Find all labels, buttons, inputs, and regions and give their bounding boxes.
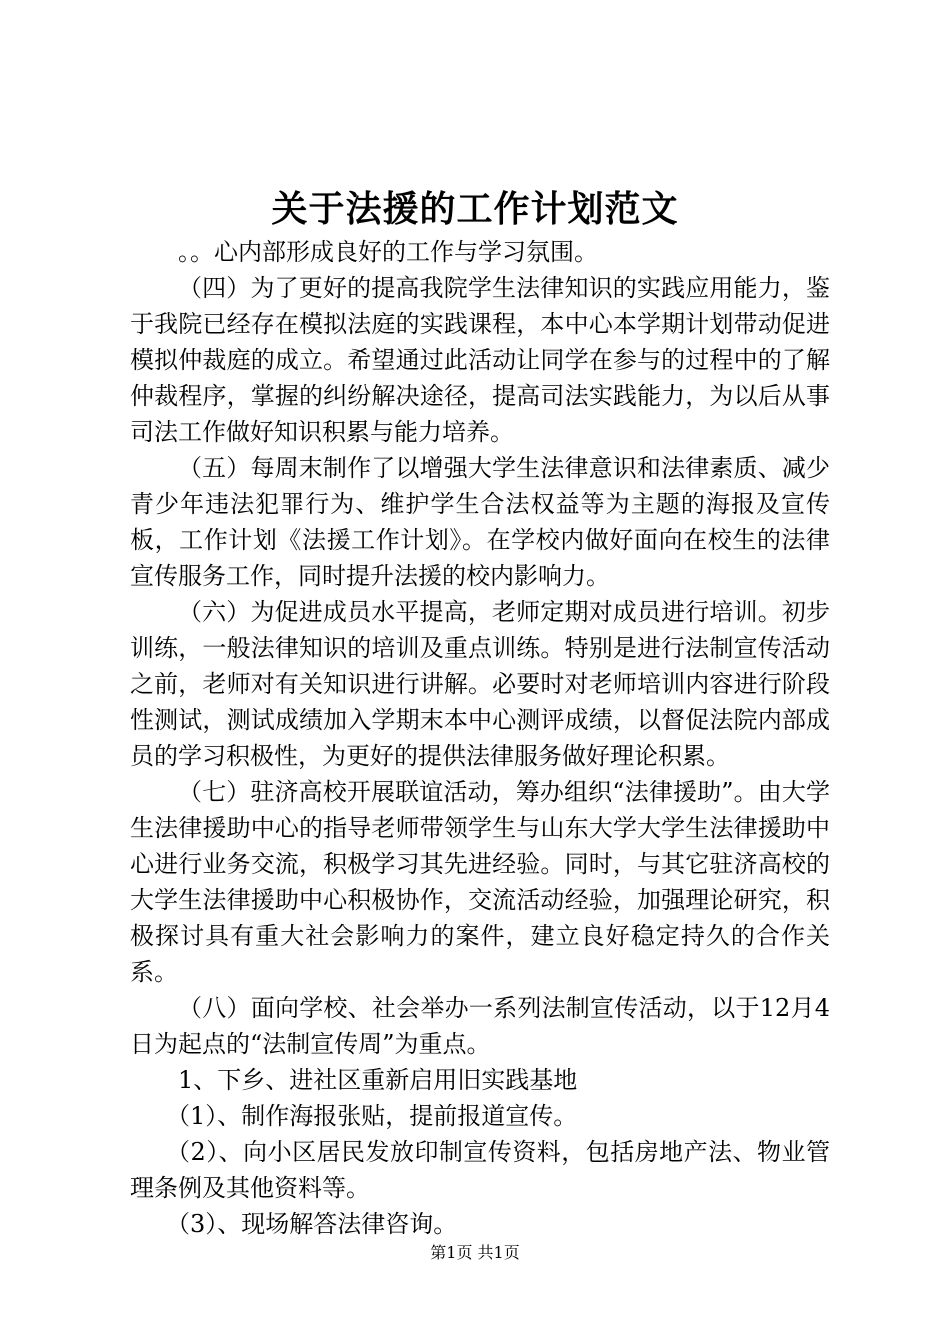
paragraph-seven: （七）驻济高校开展联谊活动，筹办组织“法律援助”。由大学生法律援助中心的指导老师带领学生与山东大学大学生法律援助中心进行业务交流，积极学习其先进经验。同时，与其它驻济高校的大学生法律援助中心积极协作，交流活动经验，加强理论研究，积极探讨具有重大社会影响力的案件，建立良好稳定持久的合作关系。 bbox=[130, 778, 830, 986]
paragraph-five: （五）每周末制作了以增强大学生法律意识和法律素质、减少青少年违法犯罪行为、维护学生合法权益等为主题的海报及宣传板，工作计划《法援工作计划》。在学校内做好面向在校生的法律宣传服务工作，同时提升法援的校内影响力。 bbox=[130, 454, 830, 590]
paragraph-intro: 。。心内部形成良好的工作与学习氛围。 bbox=[178, 238, 598, 266]
document-title: 关于法援的工作计划范文 bbox=[271, 188, 679, 230]
paragraph-six: （六）为促进成员水平提高，老师定期对成员进行培训。初步训练，一般法律知识的培训及重点训练。特别是进行法制宣传活动之前，老师对有关知识进行讲解。必要时对老师培训内容进行阶段性测试，测试成绩加入学期末本中心测评成绩，以督促法院内部成员的学习积极性，为更好的提供法律服务做好理论积累。 bbox=[130, 598, 830, 770]
paragraph-item-1: 1、下乡、进社区重新启用旧实践基地 bbox=[178, 1066, 578, 1094]
document-body bbox=[130, 234, 830, 1242]
paragraph-subitem-2: （2）、向小区居民发放印制宣传资料，包括房地产法、物业管理条例及其他资料等。 bbox=[130, 1138, 830, 1202]
paragraph-eight: （八）面向学校、社会举办一系列法制宣传活动，以于12月4日为起点的“法制宣传周”为重点。 bbox=[130, 994, 830, 1058]
paragraph-four: （四）为了更好的提高我院学生法律知识的实践应用能力，鉴于我院已经存在模拟法庭的实践课程，本中心本学期计划带动促进模拟仲裁庭的成立。希望通过此活动让同学在参与的过程中的了解仲裁程序，掌握的纠纷解决途径，提高司法实践能力，为以后从事司法工作做好知识积累与能力培养。 bbox=[130, 274, 830, 446]
paragraph-subitem-3: （3）、现场解答法律咨询。 bbox=[166, 1210, 458, 1238]
page-footer: 第1页 共1页 bbox=[430, 1243, 520, 1262]
paragraph-subitem-1: （1）、制作海报张贴，提前报道宣传。 bbox=[166, 1102, 578, 1130]
